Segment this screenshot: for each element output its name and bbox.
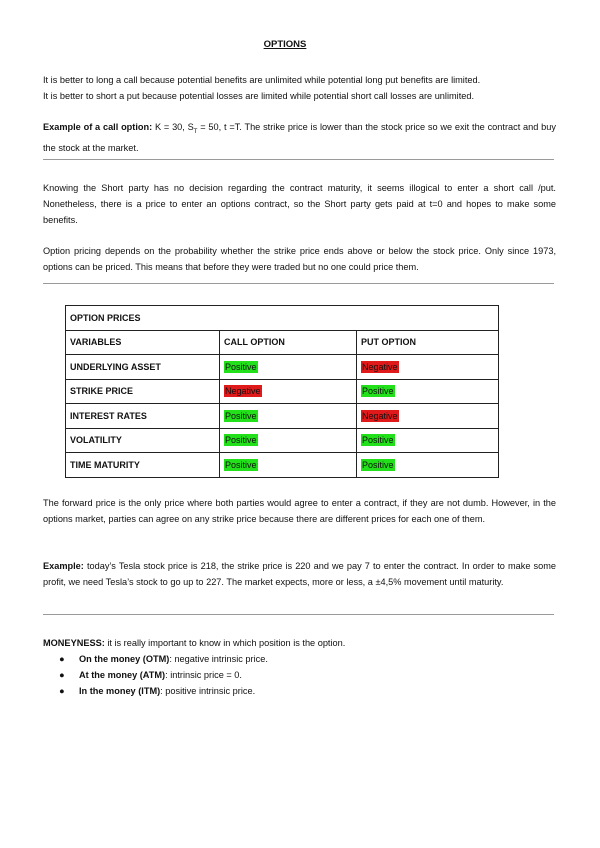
list-item bbox=[59, 667, 268, 683]
table-header-row bbox=[66, 330, 499, 355]
moneyness-text: it is really important to know in which position is the option. bbox=[104, 638, 346, 648]
page-title: OPTIONS bbox=[263, 39, 307, 50]
bullet-icon: ● bbox=[59, 686, 65, 696]
put-value: Negative bbox=[362, 410, 398, 421]
put-value: Positive bbox=[362, 435, 394, 446]
call-cell bbox=[220, 404, 357, 429]
call-value: Positive bbox=[225, 361, 257, 372]
variable-cell: INTEREST RATES bbox=[66, 404, 220, 429]
pricing-paragraph: Option pricing depends on the probability whether the strike price ends above or below the stock price. Only since 1973, options can be priced. This means that before they were traded but no one could price them. bbox=[43, 246, 556, 272]
tesla-example-label: Example: bbox=[43, 561, 84, 571]
bullet-icon: ● bbox=[59, 670, 65, 680]
short-party-paragraph: Knowing the Short party has no decision regarding the contract maturity, it seems illogical to enter a short call /put. Nonetheless, there is a price to enter an options contract, so the Short party gets paid at t=0 and hopes to make some benefits. bbox=[43, 183, 556, 225]
call-cell bbox=[220, 453, 357, 478]
table-row bbox=[66, 404, 499, 429]
option-prices-table bbox=[65, 305, 499, 478]
list-item bbox=[59, 651, 268, 667]
header-put-option: PUT OPTION bbox=[357, 330, 499, 355]
intro-line-2: It is better to short a put because potential losses are limited while potential short call losses are unlimited. bbox=[43, 91, 475, 101]
call-value: Positive bbox=[225, 459, 257, 470]
forward-paragraph: The forward price is the only price where both parties would agree to enter a contract, if they are not dumb. However, in the options market, parties can agree on any strike price because there are different prices for each one of them. bbox=[43, 498, 556, 524]
header-call-option: CALL OPTION bbox=[220, 330, 357, 355]
variable-cell: TIME MATURITY bbox=[66, 453, 220, 478]
header-variables: VARIABLES bbox=[66, 330, 220, 355]
bullet-icon: ● bbox=[59, 654, 65, 664]
call-example-label: Example of a call option: bbox=[43, 122, 153, 132]
variable-cell: UNDERLYING ASSET bbox=[66, 355, 220, 380]
intro-line-1: It is better to long a call because potential benefits are unlimited while potential long put benefits are limited. bbox=[43, 75, 481, 85]
call-cell bbox=[220, 428, 357, 453]
call-cell bbox=[220, 355, 357, 380]
variable-cell: VOLATILITY bbox=[66, 428, 220, 453]
moneyness-desc: : negative intrinsic price. bbox=[169, 654, 268, 664]
moneyness-term: At the money (ATM) bbox=[79, 670, 166, 680]
divider bbox=[43, 283, 554, 284]
moneyness-label: MONEYNESS: bbox=[43, 638, 105, 648]
put-cell bbox=[357, 379, 499, 404]
put-value: Positive bbox=[362, 386, 394, 397]
table-title-row bbox=[66, 306, 499, 331]
table-title: OPTION PRICES bbox=[66, 306, 499, 331]
put-cell bbox=[357, 404, 499, 429]
intro-paragraph bbox=[43, 72, 556, 104]
divider bbox=[43, 614, 554, 615]
call-value: Positive bbox=[225, 435, 257, 446]
divider bbox=[43, 159, 554, 160]
list-item bbox=[59, 683, 268, 699]
moneyness-term: On the money (OTM) bbox=[79, 654, 170, 664]
call-value: Negative bbox=[225, 386, 261, 397]
call-example-subscript: T bbox=[193, 128, 198, 135]
tesla-example-paragraph bbox=[43, 558, 556, 590]
call-value: Positive bbox=[225, 410, 257, 421]
moneyness-desc: : positive intrinsic price. bbox=[160, 686, 256, 696]
table-row bbox=[66, 379, 499, 404]
tesla-example-text: today’s Tesla stock price is 218, the strike price is 220 and we pay 7 to enter the contract. In order to make some profit, we need Tesla’s stock to go up to 227. The market expects, more or less, a ±4,5% movement until maturity. bbox=[43, 561, 556, 587]
variable-cell: STRIKE PRICE bbox=[66, 379, 220, 404]
put-cell bbox=[357, 355, 499, 380]
put-value: Positive bbox=[362, 459, 394, 470]
table-row bbox=[66, 428, 499, 453]
call-example-text-b: = 50, t =T. The strike price is lower than the stock price so we exit the contract and buy the stock at the market. bbox=[43, 122, 556, 153]
moneyness-list bbox=[59, 651, 268, 699]
table-row bbox=[66, 453, 499, 478]
put-cell bbox=[357, 453, 499, 478]
put-value: Negative bbox=[362, 361, 398, 372]
put-cell bbox=[357, 428, 499, 453]
call-example-paragraph bbox=[43, 119, 556, 156]
moneyness-desc: : intrinsic price = 0. bbox=[165, 670, 242, 680]
call-cell bbox=[220, 379, 357, 404]
moneyness-term: In the money (ITM) bbox=[79, 686, 161, 696]
call-example-text-a: K = 30, S bbox=[152, 122, 194, 132]
moneyness-paragraph bbox=[43, 635, 556, 651]
table-row bbox=[66, 355, 499, 380]
